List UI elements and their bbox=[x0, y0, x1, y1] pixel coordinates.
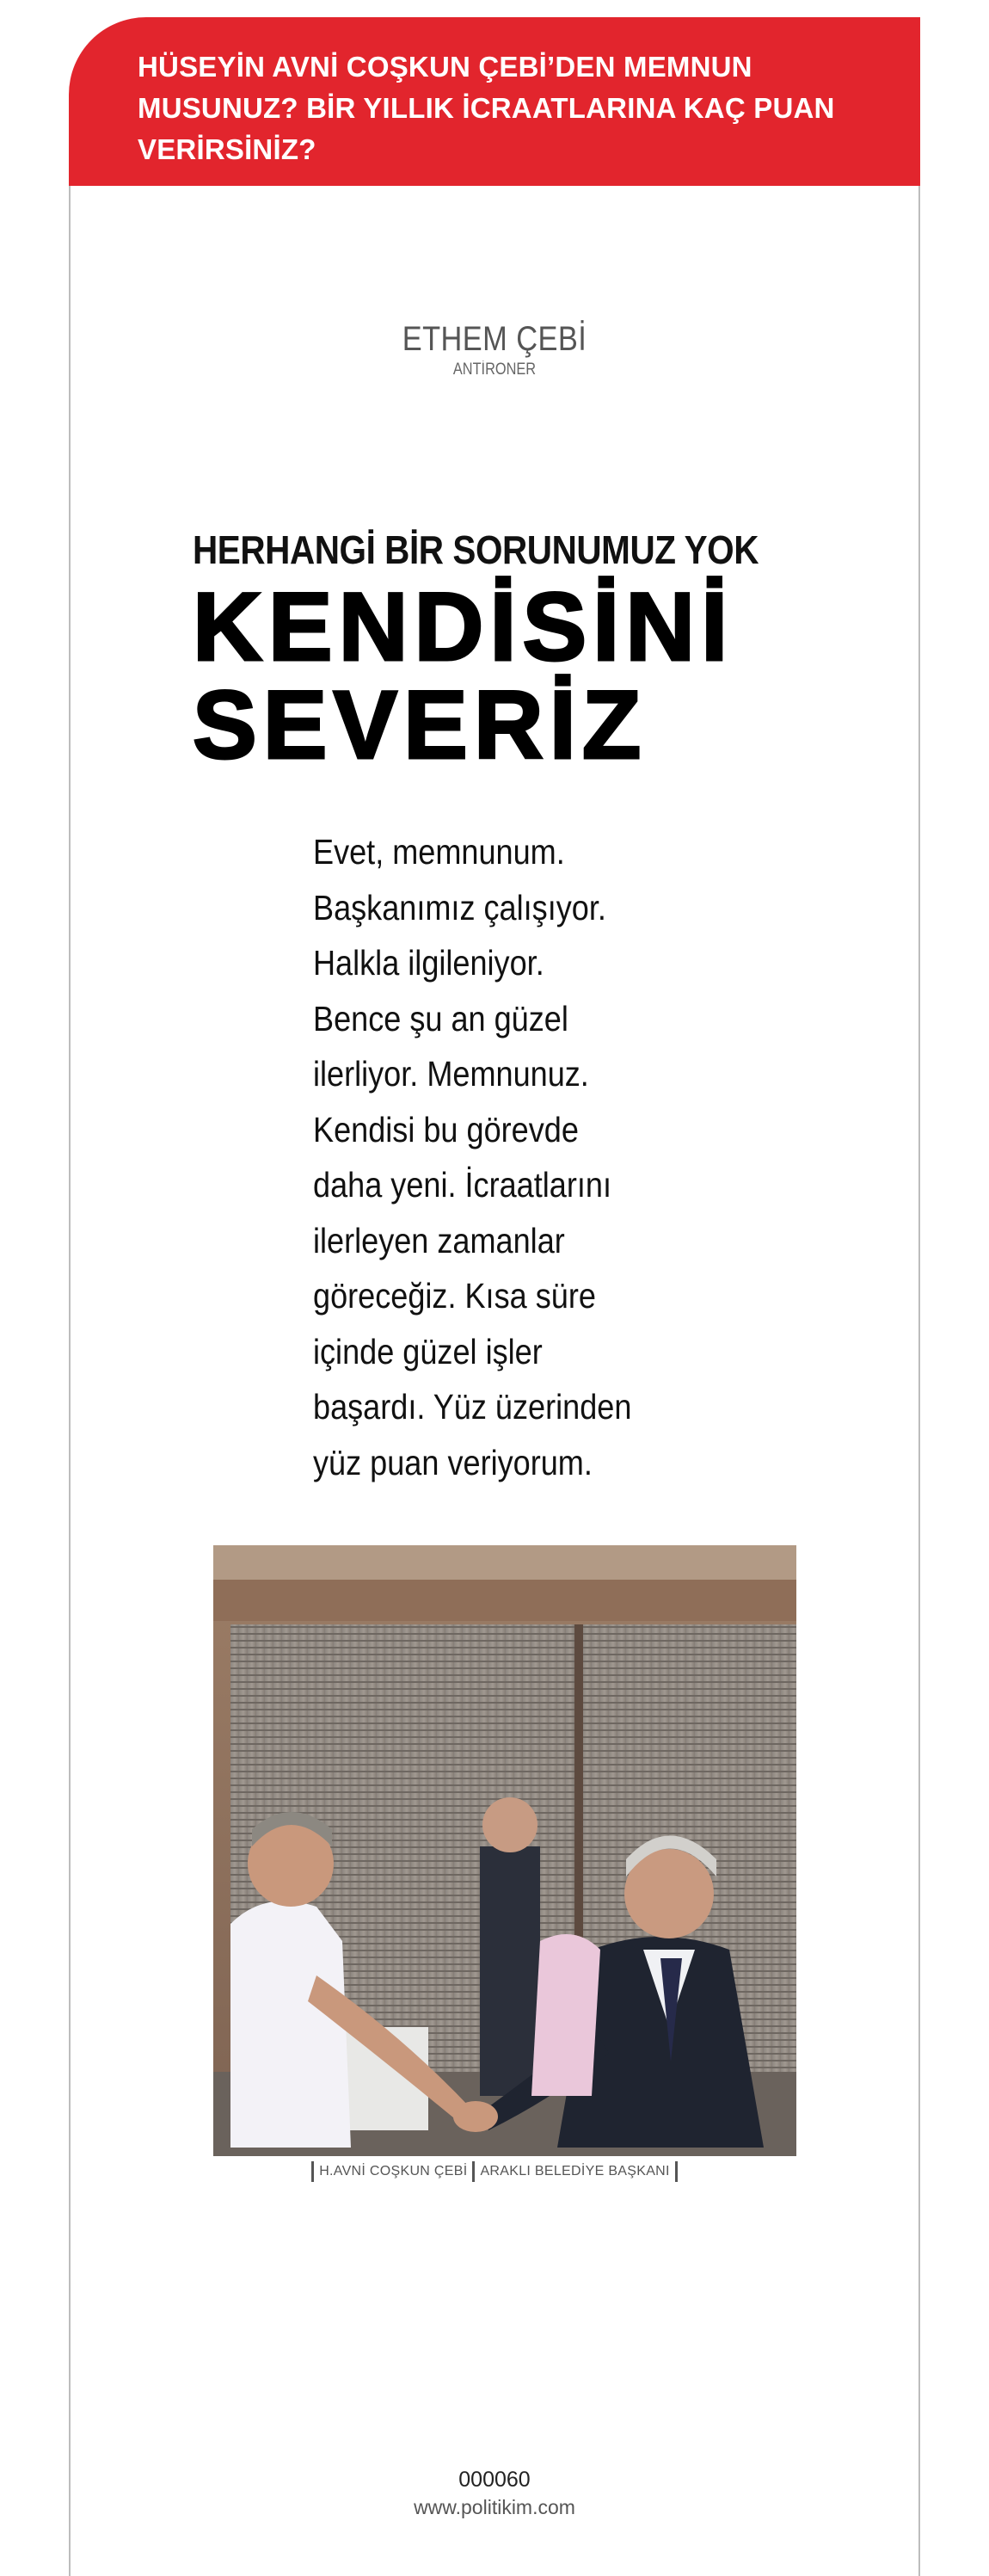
photo-illustration bbox=[213, 1545, 796, 2156]
survey-question-line: MUSUNUZ? BİR YILLIK İCRAATLARINA KAÇ PUAN bbox=[138, 92, 835, 124]
quote-body bbox=[313, 824, 743, 1490]
article-headline bbox=[193, 573, 734, 779]
quote-line: Bence şu an güzel bbox=[313, 998, 568, 1038]
author-block bbox=[0, 320, 989, 379]
quote-line: göreceğiz. Kısa süre bbox=[313, 1276, 596, 1316]
article-kicker: HERHANGİ BİR SORUNUMUZ YOK bbox=[193, 527, 759, 572]
survey-question-line: HÜSEYİN AVNİ COŞKUN ÇEBİ’DEN MEMNUN bbox=[138, 51, 752, 83]
caption-name: H.AVNİ COŞKUN ÇEBİ bbox=[319, 2164, 468, 2179]
photo-caption bbox=[0, 2161, 989, 2182]
caption-divider bbox=[675, 2161, 678, 2182]
quote-line: yüz puan veriyorum. bbox=[313, 1442, 593, 1482]
quote-line: başardı. Yüz üzerinden bbox=[313, 1387, 632, 1427]
quote-line: Başkanımız çalışıyor. bbox=[313, 887, 606, 927]
author-name: ETHEM ÇEBİ bbox=[402, 320, 587, 358]
caption-divider bbox=[311, 2161, 314, 2182]
quote-line: daha yeni. İcraatlarını bbox=[313, 1165, 611, 1205]
quote-line: içinde güzel işler bbox=[313, 1331, 543, 1371]
quote-line: ilerliyor. Memnunuz. bbox=[313, 1054, 589, 1094]
survey-question-line: VERİRSİNİZ? bbox=[138, 133, 316, 165]
article-photo bbox=[213, 1545, 796, 2156]
caption-divider bbox=[472, 2161, 475, 2182]
page-footer bbox=[0, 2468, 989, 2519]
headline-line: SEVERİZ bbox=[193, 671, 648, 779]
quote-line: Kendisi bu görevde bbox=[313, 1109, 579, 1149]
headline-line: KENDİSİNİ bbox=[193, 573, 734, 681]
website-link[interactable]: www.politikim.com bbox=[414, 2496, 575, 2518]
page-code: 000060 bbox=[458, 2468, 531, 2492]
quote-line: ilerleyen zamanlar bbox=[313, 1220, 565, 1260]
quote-line: Halkla ilgileniyor. bbox=[313, 943, 544, 983]
caption-title: ARAKLI BELEDİYE BAŞKANI bbox=[480, 2164, 670, 2179]
quote-line: Evet, memnunum. bbox=[313, 832, 565, 872]
author-role: ANTİRONER bbox=[452, 361, 537, 379]
survey-question bbox=[138, 46, 886, 170]
header-banner bbox=[69, 17, 920, 186]
